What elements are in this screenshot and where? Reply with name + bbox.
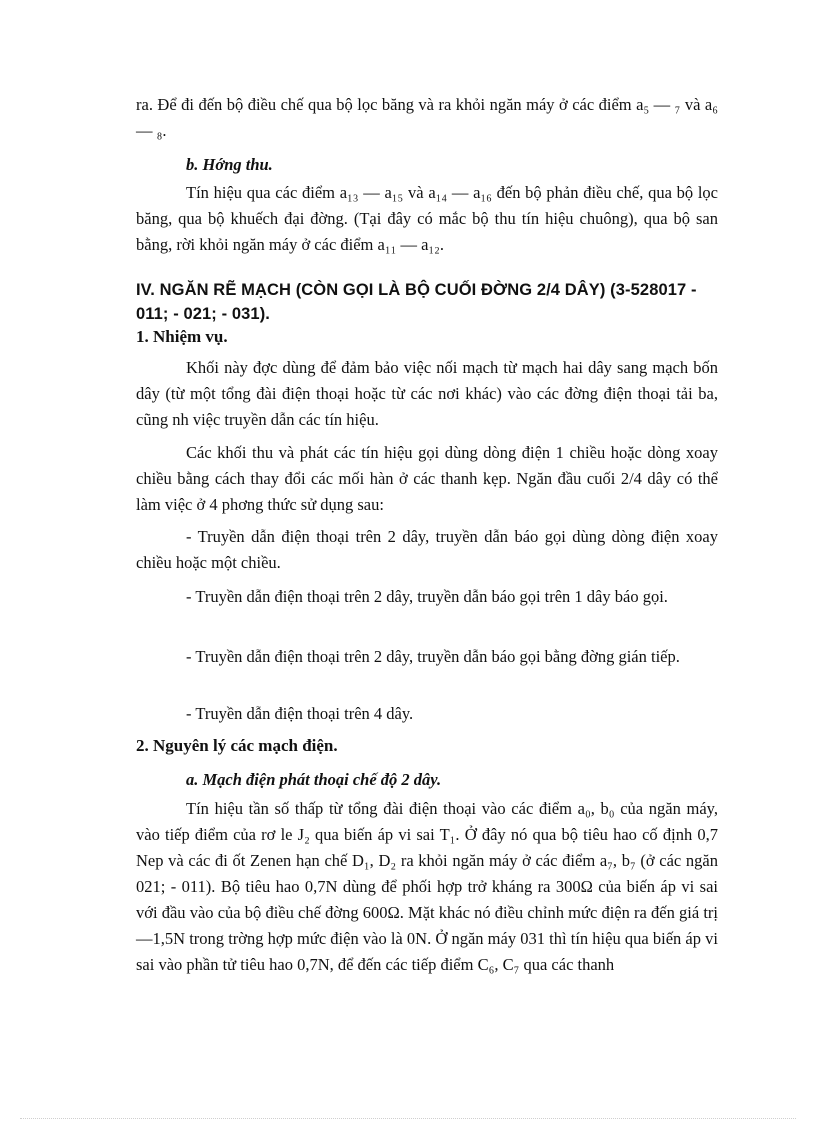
list-item-mode-1: - Truyền dẫn điện thoại trên 2 dây, truyền dẫn báo gọi dùng dòng điện xoay chiều hoặc một chiều. [136,527,718,572]
subheading-receive: b. Hớng thu. [186,155,273,174]
list-item-mode-2: - Truyền dẫn điện thoại trên 2 dây, truyền dẫn báo gọi trên 1 dây báo gọi. [186,587,668,606]
paragraph-receive: Tín hiệu qua các điểm a₁₃ — a₁₅ và a₁₄ — a₁₆ đến bộ phản điều chế, qua bộ lọc băng, qua bộ khuếch đại đờng. (Tại đây có mắc bộ thu tín hiệu chuông), qua bộ san bằng, rời khỏi ngăn máy ở các điểm a₁₁ — a₁₂. [136,183,718,254]
section-heading-iv: IV. NGĂN RẼ MẠCH (CÒN GỌI LÀ BỘ CUỐI ĐỜNG 2/4 DÂY) (3-528017 - 011; - 021; - 031). [136,281,697,323]
list-item-mode-4: - Truyền dẫn điện thoại trên 4 dây. [186,704,414,723]
heading-principle: 2. Nguyên lý các mạch điện. [136,736,338,755]
paragraph-task: Khối này đợc dùng để đảm bảo việc nối mạch từ mạch hai dây sang mạch bốn dây (từ một tổng đài điện thoại hoặc từ các nơi khác) vào các đờng điện thoại tải ba, cũng nh việc truyền dẫn các tín hiệu. [136,358,718,429]
paragraph-modes: Các khối thu và phát các tín hiệu gọi dùng dòng điện 1 chiều hoặc dòng xoay chiều bằng cách thay đổi các mối hàn ở các thanh kẹp. Ngăn đầu cuối 2/4 dây có thể làm việc ở 4 phơng thức sử dụng sau: [136,443,718,514]
list-item-mode-3: - Truyền dẫn điện thoại trên 2 dây, truyền dẫn báo gọi bằng đờng gián tiếp. [186,647,680,666]
paragraph-two-wire: Tín hiệu tần số thấp từ tổng đài điện thoại vào các điểm a₀, b₀ của ngăn máy, vào tiếp điểm của rơ le J₂ qua biến áp vi sai T₁. Ở đây nó qua bộ tiêu hao cố định 0,7 Nep và các đi ốt Zenen hạn chế D₁, D₂ ra khỏi ngăn máy ở các điểm a₇, b₇ (ở các ngăn 021; - 011). Bộ tiêu hao 0,7N dùng để phối hợp trở kháng ra 300Ω của biến áp vi sai với đầu vào của bộ điều chế đờng 600Ω. Mặt khác nó điều chỉnh mức điện ra đến giá trị —1,5N trong trờng hợp mức điện vào là 0N. Ở ngăn máy 031 thì tín hiệu qua biến áp vi sai vào phần tử tiêu hao 0,7N, để đến các tiếp điểm C₆, C₇ qua các thanh [136,799,718,974]
subheading-two-wire: a. Mạch điện phát thoại chế độ 2 dây. [186,770,442,789]
heading-task: 1. Nhiệm vụ. [136,327,228,346]
page-bottom-divider [20,1118,796,1119]
paragraph-continuation: ra. Để đi đến bộ điều chế qua bộ lọc băng và ra khỏi ngăn máy ở các điểm a₅ — ₇ và a₆ — ₈. [136,95,718,140]
